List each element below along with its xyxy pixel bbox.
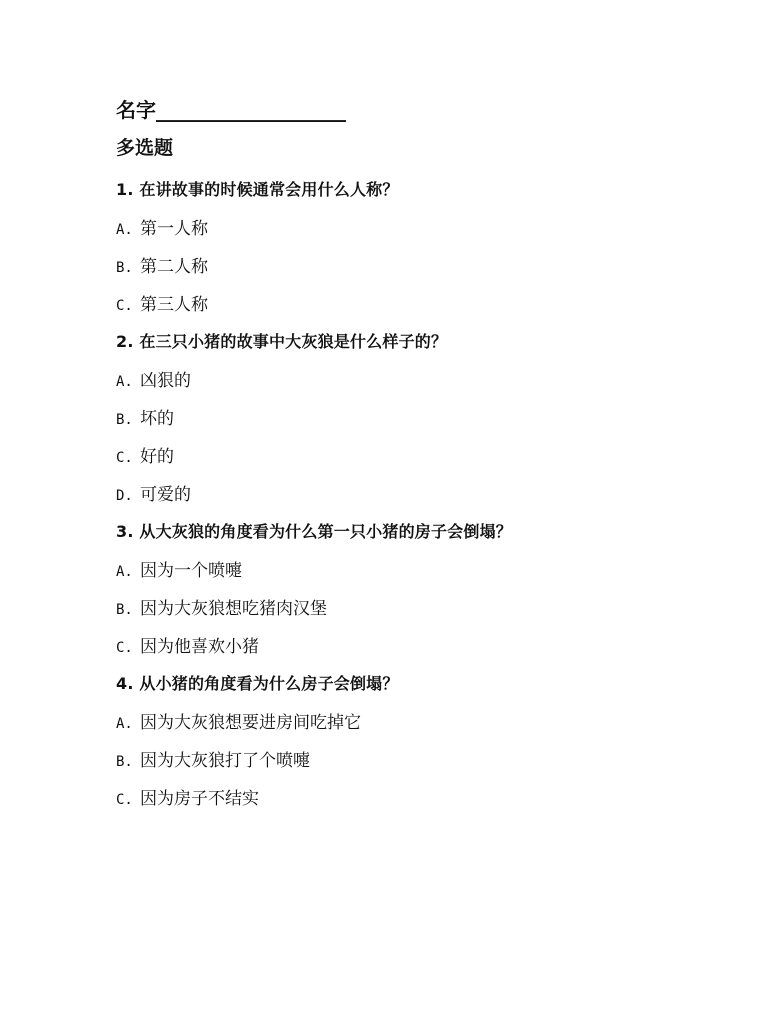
- option-text: 因为大灰狼想要进房间吃掉它: [140, 713, 361, 733]
- option-text: 第二人称: [140, 257, 208, 277]
- option-text: 因为房子不结实: [140, 789, 259, 809]
- question-2-option-d: [116, 480, 191, 505]
- option-letter: A.: [116, 374, 133, 390]
- question-3: 3. 从大灰狼的角度看为什么第一只小猪的房子会倒塌？: [116, 522, 512, 541]
- question-3-option-c: [116, 632, 259, 657]
- option-letter: D.: [116, 488, 133, 504]
- question-1-option-a: [116, 214, 208, 239]
- option-letter: A.: [116, 716, 133, 732]
- option-letter: B.: [116, 412, 133, 428]
- option-text: 第三人称: [140, 295, 208, 315]
- option-letter: C.: [116, 640, 133, 656]
- question-3-option-a: [116, 556, 242, 581]
- question-1-option-b: [116, 252, 208, 277]
- option-text: 可爱的: [140, 485, 191, 505]
- option-letter: C.: [116, 792, 133, 808]
- question-2-option-a: [116, 366, 191, 391]
- question-2: 2. 在三只小猪的故事中大灰狼是什么样子的？: [116, 332, 448, 351]
- question-4-option-a: [116, 708, 361, 733]
- option-text: 因为一个喷嚏: [140, 561, 242, 581]
- option-text: 因为大灰狼打了个喷嚏: [140, 751, 310, 771]
- question-4-option-c: [116, 784, 259, 809]
- option-text: 凶狠的: [140, 371, 191, 391]
- option-text: 好的: [140, 447, 174, 467]
- option-letter: B.: [116, 260, 133, 276]
- question-3-option-b: [116, 594, 327, 619]
- option-text: 因为他喜欢小猪: [140, 637, 259, 657]
- option-text: 坏的: [140, 409, 174, 429]
- question-2-option-c: [116, 442, 174, 467]
- question-1: 1. 在讲故事的时候通常会用什么人称？: [116, 180, 399, 199]
- section-title: 多选题: [116, 137, 174, 159]
- question-2-option-b: [116, 404, 174, 429]
- option-letter: C.: [116, 450, 133, 466]
- name-field: 名字___________________: [116, 98, 346, 122]
- option-text: 第一人称: [140, 219, 208, 239]
- option-letter: B.: [116, 754, 133, 770]
- question-4: 4. 从小猪的角度看为什么房子会倒塌？: [116, 674, 399, 693]
- question-4-option-b: [116, 746, 310, 771]
- option-text: 因为大灰狼想吃猪肉汉堡: [140, 599, 327, 619]
- option-letter: A.: [116, 222, 133, 238]
- option-letter: B.: [116, 602, 133, 618]
- option-letter: A.: [116, 564, 133, 580]
- question-1-option-c: [116, 290, 208, 315]
- option-letter: C.: [116, 298, 133, 314]
